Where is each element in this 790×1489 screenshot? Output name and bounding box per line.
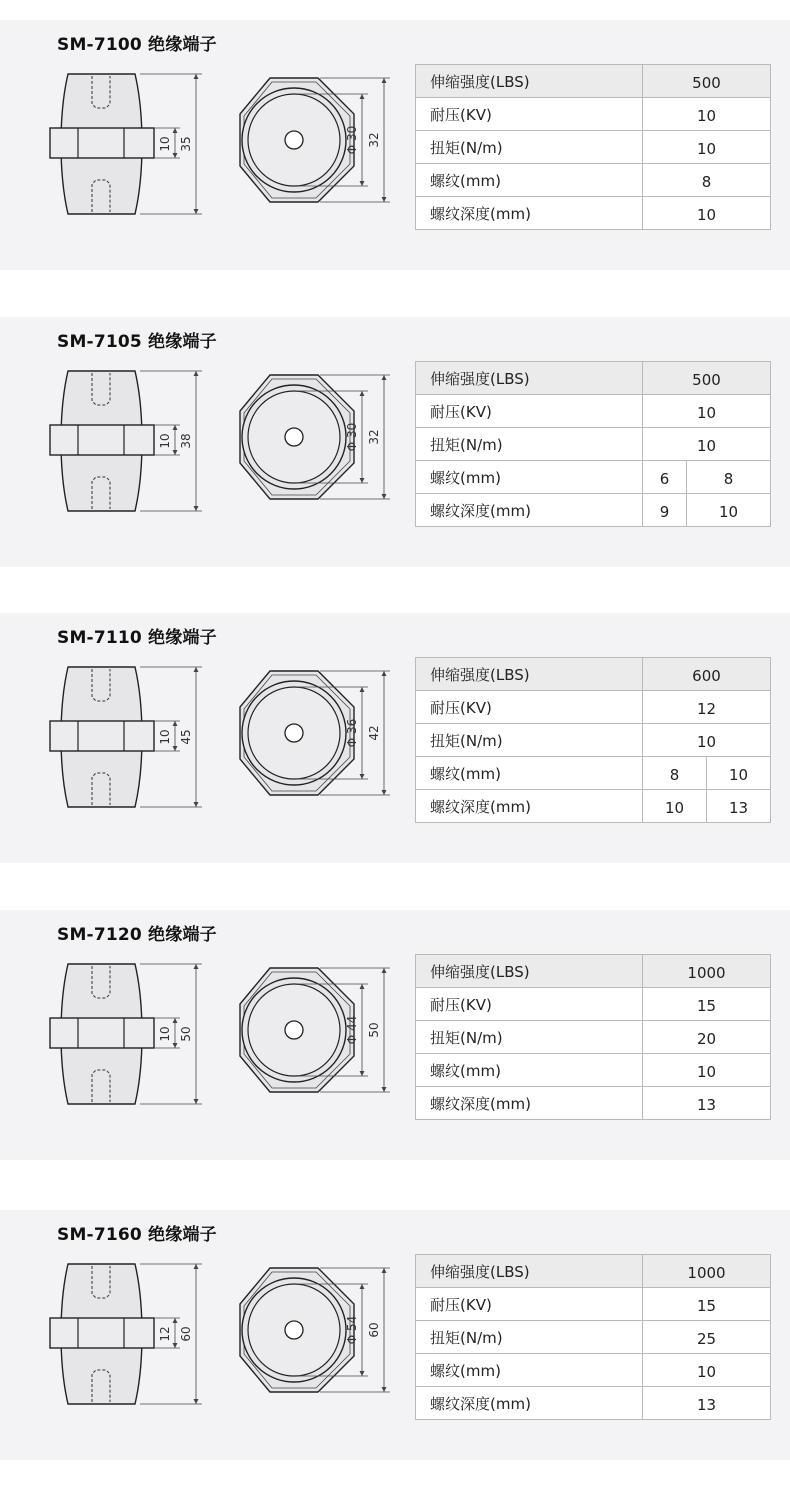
outer-width-label: 32	[367, 429, 381, 445]
overall-height-label: 50	[179, 1026, 193, 1042]
spec-label: 螺纹深度(mm)	[416, 1087, 643, 1120]
spec-row	[416, 197, 771, 230]
spec-row	[416, 1321, 771, 1354]
spec-label: 耐压(KV)	[416, 395, 643, 428]
spec-value: 25	[643, 1321, 771, 1354]
spec-label: 耐压(KV)	[416, 1288, 643, 1321]
center-hole	[285, 1021, 303, 1039]
spec-row	[416, 691, 771, 724]
spec-label: 扭矩(N/m)	[416, 1321, 643, 1354]
spec-value: 8	[643, 164, 771, 197]
spec-label: 伸缩强度(LBS)	[416, 955, 643, 988]
product-card-1	[0, 20, 790, 270]
product-card-2	[0, 317, 790, 567]
spec-label: 耐压(KV)	[416, 98, 643, 131]
inner-diameter-label: Φ 36	[345, 718, 359, 748]
product-title: SM-7105 绝缘端子	[57, 332, 217, 352]
spec-row	[416, 955, 771, 988]
spec-value: 13	[643, 1087, 771, 1120]
spec-value: 10	[707, 757, 771, 790]
spec-value: 10	[643, 428, 771, 461]
spec-label: 伸缩强度(LBS)	[416, 1255, 643, 1288]
spec-row	[416, 98, 771, 131]
spec-row	[416, 131, 771, 164]
spec-value: 20	[643, 1021, 771, 1054]
band-height-label: 10	[158, 1026, 172, 1042]
outer-width-label: 50	[367, 1022, 381, 1038]
side-view-drawing	[40, 657, 205, 817]
spec-label: 螺纹(mm)	[416, 164, 643, 197]
spec-row	[416, 494, 771, 527]
overall-height-label: 35	[179, 136, 193, 152]
spec-value: 8	[687, 461, 771, 494]
center-hole	[285, 1321, 303, 1339]
inner-diameter-label: Φ 30	[345, 125, 359, 155]
spec-value: 12	[643, 691, 771, 724]
product-title: SM-7120 绝缘端子	[57, 925, 217, 945]
spec-label: 螺纹深度(mm)	[416, 790, 643, 823]
overall-height-label: 38	[179, 433, 193, 449]
inner-diameter-label: Φ 30	[345, 422, 359, 452]
spec-value: 600	[643, 658, 771, 691]
center-hole	[285, 724, 303, 742]
center-hole	[285, 428, 303, 446]
spec-table	[415, 954, 771, 1120]
spec-value: 10	[643, 1354, 771, 1387]
spec-value: 13	[707, 790, 771, 823]
spec-label: 螺纹(mm)	[416, 1354, 643, 1387]
spec-table	[415, 361, 771, 527]
spec-row	[416, 1387, 771, 1420]
band-height-label: 10	[158, 433, 172, 449]
spec-label: 伸缩强度(LBS)	[416, 362, 643, 395]
top-view-drawing	[228, 1260, 398, 1410]
spec-value: 500	[643, 362, 771, 395]
spec-label: 螺纹深度(mm)	[416, 197, 643, 230]
spec-value: 1000	[643, 955, 771, 988]
spec-row	[416, 461, 771, 494]
spec-table	[415, 657, 771, 823]
spec-label: 耐压(KV)	[416, 691, 643, 724]
spec-row	[416, 988, 771, 1021]
spec-row	[416, 1288, 771, 1321]
spec-label: 扭矩(N/m)	[416, 131, 643, 164]
spec-value: 10	[643, 197, 771, 230]
product-title: SM-7100 绝缘端子	[57, 35, 217, 55]
spec-label: 伸缩强度(LBS)	[416, 65, 643, 98]
product-card-4	[0, 910, 790, 1160]
spec-row	[416, 1021, 771, 1054]
spec-value: 10	[643, 131, 771, 164]
spec-row	[416, 1354, 771, 1387]
side-view-drawing	[40, 1254, 205, 1414]
top-view-drawing	[228, 70, 398, 220]
band-height-label: 10	[158, 136, 172, 152]
spec-value: 9	[643, 494, 687, 527]
spec-value: 10	[687, 494, 771, 527]
hex-band	[50, 425, 154, 455]
side-view-drawing	[40, 361, 205, 521]
spec-row	[416, 362, 771, 395]
spec-value: 15	[643, 988, 771, 1021]
spec-label: 耐压(KV)	[416, 988, 643, 1021]
spec-value: 10	[643, 790, 707, 823]
inner-diameter-label: Φ 44	[345, 1015, 359, 1045]
inner-diameter-label: Φ 54	[345, 1315, 359, 1345]
spec-value: 6	[643, 461, 687, 494]
spec-value: 10	[643, 1054, 771, 1087]
outer-width-label: 42	[367, 725, 381, 741]
hex-band	[50, 1318, 154, 1348]
spec-row	[416, 790, 771, 823]
spec-label: 扭矩(N/m)	[416, 1021, 643, 1054]
band-height-label: 12	[158, 1326, 172, 1342]
top-view-drawing	[228, 367, 398, 517]
outer-width-label: 60	[367, 1322, 381, 1338]
spec-row	[416, 65, 771, 98]
spec-label: 螺纹深度(mm)	[416, 1387, 643, 1420]
spec-row	[416, 428, 771, 461]
product-card-5	[0, 1210, 790, 1460]
spec-row	[416, 1087, 771, 1120]
spec-value: 8	[643, 757, 707, 790]
spec-label: 螺纹(mm)	[416, 1054, 643, 1087]
spec-label: 伸缩强度(LBS)	[416, 658, 643, 691]
product-title: SM-7160 绝缘端子	[57, 1225, 217, 1245]
hex-band	[50, 128, 154, 158]
spec-value: 500	[643, 65, 771, 98]
spec-label: 扭矩(N/m)	[416, 428, 643, 461]
spec-row	[416, 724, 771, 757]
spec-value: 10	[643, 724, 771, 757]
spec-label: 扭矩(N/m)	[416, 724, 643, 757]
spec-label: 螺纹(mm)	[416, 757, 643, 790]
spec-row	[416, 164, 771, 197]
side-view-drawing	[40, 954, 205, 1114]
spec-row	[416, 658, 771, 691]
spec-value: 10	[643, 98, 771, 131]
overall-height-label: 60	[179, 1326, 193, 1342]
spec-table	[415, 64, 771, 230]
hex-band	[50, 1018, 154, 1048]
center-hole	[285, 131, 303, 149]
spec-label: 螺纹(mm)	[416, 461, 643, 494]
spec-row	[416, 395, 771, 428]
spec-value: 15	[643, 1288, 771, 1321]
product-title: SM-7110 绝缘端子	[57, 628, 217, 648]
spec-table	[415, 1254, 771, 1420]
outer-width-label: 32	[367, 132, 381, 148]
spec-value: 13	[643, 1387, 771, 1420]
hex-band	[50, 721, 154, 751]
spec-row	[416, 1054, 771, 1087]
top-view-drawing	[228, 960, 398, 1110]
overall-height-label: 45	[179, 729, 193, 745]
spec-row	[416, 757, 771, 790]
spec-row	[416, 1255, 771, 1288]
product-card-3	[0, 613, 790, 863]
spec-value: 1000	[643, 1255, 771, 1288]
side-view-drawing	[40, 64, 205, 224]
band-height-label: 10	[158, 729, 172, 745]
spec-label: 螺纹深度(mm)	[416, 494, 643, 527]
top-view-drawing	[228, 663, 398, 813]
spec-value: 10	[643, 395, 771, 428]
